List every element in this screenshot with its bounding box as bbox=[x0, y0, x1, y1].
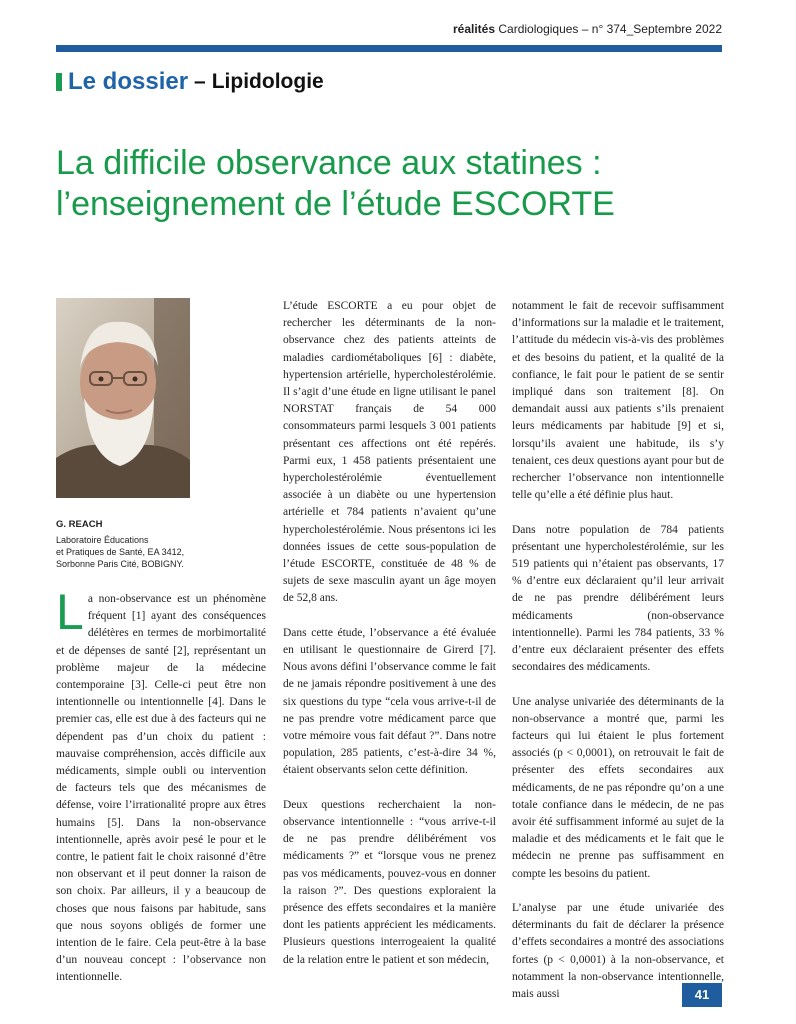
section-marker bbox=[56, 73, 62, 91]
body-paragraph: L’étude ESCORTE a eu pour objet de rechercher les déterminants de la non-observance chez des patients atteints de maladies cardiométaboliques [6] : diabète, hypertension artérielle, hypercholestérolémie. Il s’agit d’une étude en ligne utilisant le panel NORSTAT français de 54 000 consommateurs parmi lesquels 3 001 patients présentant ces affections ont été repérés. Parmi eux, 1 458 patients présentaient une hypercholestérolémie éventuellement associée à un diabète ou une hypertension artérielle et 784 patients n’avaient qu’une hypercholestérolémie. Nous présentons ici les données issues de cette sous-population de l’étude ESCORTE, constituée de 48 % de sujets de sexe masculin ayant un âge moyen de 52,8 ans. bbox=[283, 300, 496, 605]
header-rule bbox=[56, 45, 722, 52]
body-paragraph: L’analyse par une étude univariée des déterminants du fait de déclarer la présence d’effets secondaires a montré des associations fortes (p < 0,0001) à la non-observance, et notamment la non-observance intentionnelle, mais aussi bbox=[512, 902, 724, 1001]
page-number: 41 bbox=[682, 983, 722, 1007]
intro-paragraph-text: a non-observance est un phénomène fréquent [1] ayant des conséquences délétères en termes de morbimortalité et de dépenses de santé [2], représentant un problème majeur de la médecine contemporaine [3]. Celle-ci peut être non intentionnelle ou intentionnelle [4]. Dans le premier cas, elle est due à des facteurs qui ne dépendent pas d’un choix du patient : mauvaise compréhension, accès difficile aux médicaments, simple oubli ou intervention de facteurs tels que des mécanismes de défense, voire l’irrationalité propre aux êtres humains [5]. Dans la non-observance intentionnelle, après avoir pesé le pour et le contre, le patient fait le choix raisonné d’être non observant et il peut donner la raison de son choix. Par ailleurs, il y a beaucoup de choses que nous faisons par habitude, sans que nous soyons obligés de former une intention de le faire. Cela peut-être à la base d’un nouveau concept : l’observance non intentionnelle. bbox=[56, 593, 266, 984]
author-affiliation-line-2: et Pratiques de Santé, EA 3412, bbox=[56, 547, 185, 557]
article-title-line-1: La difficile observance aux statines : bbox=[56, 144, 602, 182]
article-title bbox=[56, 143, 736, 225]
section-name: Le dossier bbox=[68, 68, 189, 95]
section-heading bbox=[56, 68, 324, 96]
section-topic: Lipidologie bbox=[211, 70, 324, 93]
body-paragraph: Deux questions recherchaient la non-observance intentionnelle : “vous arrive-t-il de ne pas prendre délibérément vos médicaments ?” et “lorsque vous ne prenez pas vos médicaments, pouvez-vous en donner la raison ?”. Des questions exploraient la présence des effets secondaires et la manière dont les patients apprécient les médicaments. Plusieurs questions interrogeaient la qualité de la relation entre le patient et son médecin, bbox=[283, 798, 496, 966]
article-title-line-2: l’enseignement de l’étude ESCORTE bbox=[56, 185, 615, 223]
body-column-3 bbox=[512, 298, 724, 1020]
issue-info: Cardiologiques – n° 374_Septembre 2022 bbox=[498, 22, 722, 36]
intro-paragraph bbox=[56, 584, 266, 987]
author-name: G. REACH bbox=[56, 519, 103, 530]
journal-name: réalités bbox=[453, 22, 496, 36]
author-affiliation-line-1: Laboratoire Éducations bbox=[56, 535, 149, 545]
body-column-1 bbox=[56, 584, 266, 1004]
author-info bbox=[56, 519, 256, 570]
body-column-2 bbox=[283, 298, 496, 986]
drop-cap: L bbox=[56, 584, 84, 640]
body-paragraph: Dans notre population de 784 patients présentant une hypercholestérolémie, sur les 519 patients qui n’étaient pas observants, 17 % d’entre eux déclaraient qu’il leur arrivait de ne pas prendre délibérément leurs médicaments (non-observance intentionnelle). Parmi les 784 patients, 33 % d’entre eux déclaraient présenter des effets secondaires des médicaments. bbox=[512, 523, 724, 674]
running-header bbox=[453, 22, 722, 36]
body-paragraph: Une analyse univariée des déterminants de la non-observance a montré que, parmi les facteurs qui lui étaient le plus fortement associés (p < 0,0001), on retrouvait le fait de présenter des effets secondaires aux médicaments, de ne pas répondre qu’on a une totale confiance dans le médecin, de ne pas avoir été suffisamment informé au sujet de la maladie et des médicaments et le fait que le médecin ne prenne pas suffisamment en compte les besoins du patient. bbox=[512, 695, 724, 880]
author-photo bbox=[56, 298, 190, 498]
author-affiliation-line-3: Sorbonne Paris Cité, BOBIGNY. bbox=[56, 559, 184, 569]
body-paragraph: Dans cette étude, l’observance a été évaluée en utilisant le questionnaire de Girerd [7]. Nous avons défini l’observance comme le fait de ne jamais répondre positivement à une des six questions du type “cela vous arrive-t-il de ne pas prendre votre médicament parce que votre mémoire vous fait défaut ?”. Dans notre population, 285 patients, c’est-à-dire 34 %, étaient observants selon cette définition. bbox=[283, 626, 496, 777]
body-paragraph: notamment le fait de recevoir suffisamment d’informations sur la maladie et le traitement, l’attitude du médecin vis-à-vis des problèmes et des besoins du patient, et la qualité de la confiance, le fait pour le patient de se sentir impliqué dans son traitement [8]. On demandait aussi aux patients s’ils prenaient leurs médicaments par habitude [9] et si, lorsqu’ils avaient une habitude, ils s’y tenaient, ces deux questions ayant pour but de rechercher l’observance non intentionnelle telle qu’elle a été définie plus haut. bbox=[512, 300, 724, 502]
section-dash: – bbox=[194, 70, 206, 93]
